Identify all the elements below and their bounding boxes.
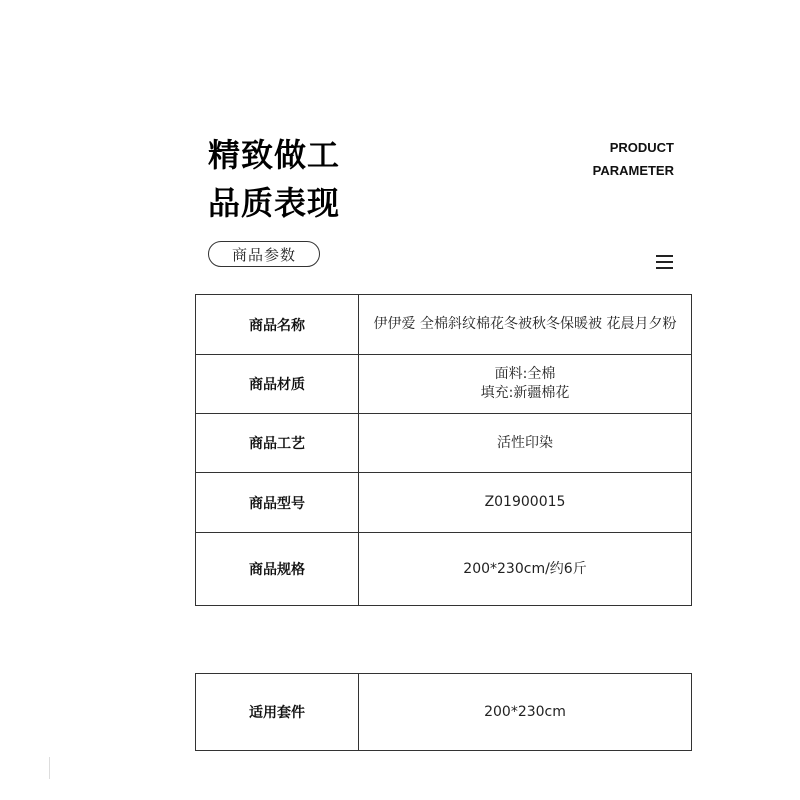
param-value-line: 200*230cm/约6斤 <box>463 560 587 577</box>
table-row-material <box>196 355 692 414</box>
param-value-craft <box>359 414 692 473</box>
param-label-craft: 商品工艺 <box>196 414 359 473</box>
kit-label: 适用套件 <box>196 674 359 751</box>
applicable-kit-table <box>195 673 692 751</box>
page-title-line-1: 精致做工 <box>208 136 341 174</box>
param-value-line: Z01900015 <box>484 494 566 510</box>
param-value-line: 填充:新疆棉花 <box>480 385 570 401</box>
table-row-model <box>196 473 692 533</box>
param-label-spec: 商品规格 <box>196 533 359 606</box>
edge-divider <box>49 757 50 779</box>
hamburger-menu-icon[interactable] <box>656 255 673 269</box>
param-label-model: 商品型号 <box>196 473 359 533</box>
param-value-material <box>359 355 692 414</box>
param-value-name <box>359 295 692 355</box>
table-row-craft <box>196 414 692 473</box>
section-pill-label: 商品参数 <box>208 241 320 267</box>
table-row-name <box>196 295 692 355</box>
param-value-model <box>359 473 692 533</box>
page-title-line-2: 品质表现 <box>208 184 341 222</box>
table-row-kit <box>196 674 692 751</box>
table-row-spec <box>196 533 692 606</box>
english-title-line-1: PRODUCT <box>609 140 674 155</box>
param-value-line: 伊伊爱 全棉斜纹棉花冬被秋冬保暖被 花晨月夕粉 <box>373 316 677 332</box>
param-label-name: 商品名称 <box>196 295 359 355</box>
english-title-line-2: PARAMETER <box>592 163 674 178</box>
param-value-line: 面料:全棉 <box>494 366 556 382</box>
param-value-spec <box>359 533 692 606</box>
param-value-line: 活性印染 <box>497 434 553 451</box>
product-parameters-table <box>195 294 692 606</box>
param-label-material: 商品材质 <box>196 355 359 414</box>
kit-value: 200*230cm <box>359 674 692 751</box>
